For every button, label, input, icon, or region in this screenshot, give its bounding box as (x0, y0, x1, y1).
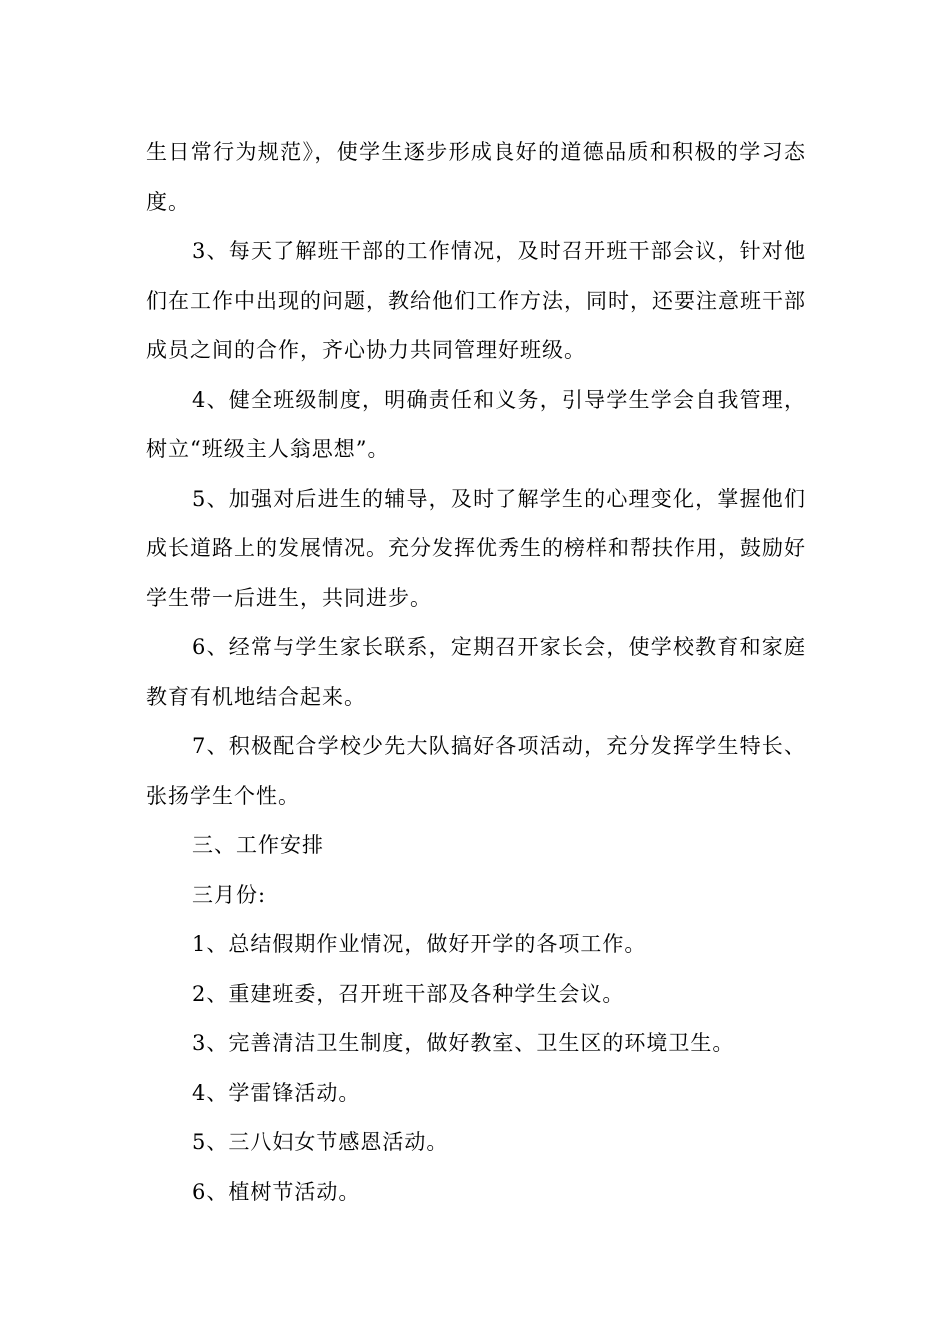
month-heading: 三月份: (192, 882, 267, 907)
paragraph-item-3: 3、每天了解班干部的工作情况，及时召开班干部会议，针对他们在工作中出现的问题，教给他们工作方法，同时，还要注意班干部成员之间的合作，齐心协力共同管理好班级。 (146, 239, 806, 362)
list-item: 4、学雷锋活动。 (192, 1080, 361, 1105)
paragraph-item-4: 4、健全班级制度，明确责任和义务，引导学生学会自我管理，树立“班级主人翁思想”。 (146, 387, 806, 461)
list-item: 1、总结假期作业情况，做好开学的各项工作。 (192, 932, 647, 956)
paragraph-continuation: 生日常行为规范》，使学生逐步形成良好的道德品质和积极的学习态度。 (146, 140, 806, 214)
section-heading: 三、工作安排 (192, 833, 324, 857)
paragraph-item-7: 7、积极配合学校少先大队搞好各项活动，充分发挥学生特长、张扬学生个性。 (146, 734, 806, 808)
list-item: 3、完善清洁卫生制度，做好教室、卫生区的环境卫生。 (192, 1031, 735, 1055)
list-item: 2、重建班委，召开班干部及各种学生会议。 (192, 981, 625, 1006)
paragraph-item-6: 6、经常与学生家长联系，定期召开家长会，使学校教育和家庭教育有机地结合起来。 (146, 635, 806, 709)
list-item: 6、植树节活动。 (192, 1179, 361, 1204)
paragraph-item-5: 5、加强对后进生的辅导，及时了解学生的心理变化，掌握他们成长道路上的发展情况。充分发挥优秀生的榜样和帮扶作用，鼓励好学生带一后进生，共同进步。 (146, 486, 806, 610)
list-item: 5、三八妇女节感恩活动。 (192, 1130, 449, 1154)
document-body (146, 128, 806, 1217)
